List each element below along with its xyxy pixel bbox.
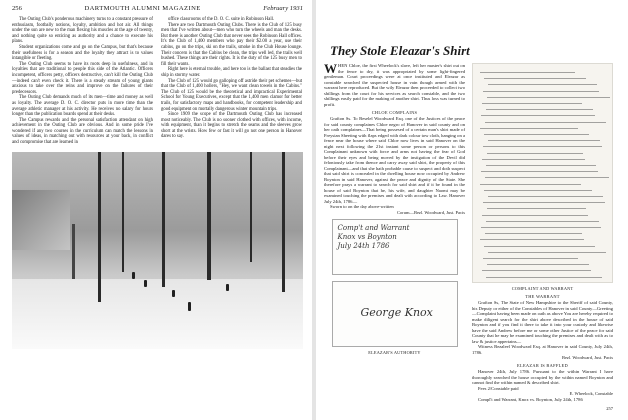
- magazine-title: DARTMOUTH ALUMNI MAGAZINE: [84, 5, 201, 12]
- column-2: [472, 63, 613, 411]
- page-gutter: [312, 0, 316, 420]
- intro-paragraph: [324, 63, 465, 107]
- manuscript-line: [485, 122, 606, 123]
- handwritten-line: Knox vs Boynton: [337, 232, 397, 241]
- paragraph: Hanover 24th, July 1786. Pursuant to the within Warrant I have thoroughly searched the house occupied by the within named Boynton and cannot find the within named & described shirt.: [472, 369, 613, 386]
- paragraph: office classrooms of the D. O. C. suite in Robinson Hall.: [168, 17, 275, 22]
- skier-figure: [226, 284, 229, 291]
- image-caption: COMPLAINT AND WARRANT: [511, 286, 574, 291]
- section-heading: CHLOE COMPLAINS: [371, 110, 418, 115]
- manuscript-line: [487, 97, 610, 98]
- paragraph: The Outing Club seems to have its roots deep in usefulness, and in loyalties that are traditional to people this side of the Atlantic. Officers incompetent, officers petty, officers destructive, can't kill the Outing Club—indeed can't even check it. There is a steady stream of young giants anxious to take over the reins and improve on the failures of their predecessors.: [12, 61, 153, 95]
- tree-trunk: [122, 152, 124, 272]
- manuscript-line: [482, 159, 585, 160]
- handwritten-line: Comp't and Warrant: [337, 223, 410, 232]
- handwritten-line: July 24th 1786: [337, 241, 390, 250]
- tree-trunk: [250, 152, 252, 262]
- manuscript-line: [486, 165, 596, 166]
- running-header: [12, 5, 303, 17]
- image-caption: ELEAZAR'S AUTHORITY: [368, 349, 421, 355]
- manuscript-line: [483, 258, 578, 259]
- manuscript-line: [483, 91, 599, 92]
- paragraph: The Club of 125 would go galloping off astride their pet schemes—but that the Club of 1,400 hollers, "Hey, we want clean towels in the Cabins." The Club of 125 would be the theoretical and impractical Experimental School for Young Executives, except that the 1,400 men clamor for better trails, for satisfactory maps and handbooks, for competent leadership and good equipment on mortally dangerous winter mountain trips.: [161, 78, 302, 112]
- manuscript-line: [481, 227, 601, 228]
- manuscript-line: [488, 84, 597, 85]
- tree-trunk: [162, 152, 165, 287]
- manuscript-line: [484, 190, 592, 191]
- paragraph: Grafton Ss. To Beselel Woodward Esq. one of the Justices of the peace for said county complaines Chloe negro of Hanover in said county and on her oath complaines—That being possesed of a certain man's shirt made of Freysian Sheeting with flaps edged with dark colour tow cloth, hanging on a fence near the house where said Chloe now lives in said Hanover on the night next following the 21st instant some person or persons to this Complainant unknown with force and arms not having the fear of God before their eyes and being moved by the instigation of the Devil did feloniously take from thence and carry away said shirt, the property of this Complainant—and that she hath probable cause to suspect and doth suspect that said shirt is concealed in the dwelling house now occupied by Andrew Boynton in said Hanover, against the peace and dignity of the State. She therefore prays a warrant to search for said shirt and if it be found in the house of said Boynton that he, his wife, and daughter Naomi may be examined touching the premises and dealt with according to Law. Hanover July 24th, 1786—: [324, 116, 465, 204]
- manuscript-line: [486, 109, 593, 110]
- manuscript-line: [481, 171, 598, 172]
- paragraph: The Outing Club demands much of its men—time and money as well as loyalty. The average D. O. C. director puts in more time than the average athletic manager at his activity. He receives no salary for hours longer than the publication boards spend at their desks.: [12, 95, 153, 118]
- manuscript-line: [482, 103, 582, 104]
- page-number: 257: [606, 406, 613, 412]
- tree-trunk: [282, 152, 285, 292]
- manuscript-line: [482, 215, 588, 216]
- manuscript-line: [486, 277, 602, 278]
- manuscript-line: [483, 146, 602, 147]
- article-title: They Stole Eleazar's Shirt: [330, 43, 470, 58]
- snow-field: [12, 279, 303, 349]
- column-1: [12, 17, 153, 146]
- drop-cap: W: [324, 61, 337, 76]
- manuscript-line: [485, 233, 582, 234]
- column-2: [161, 17, 302, 146]
- manuscript-line: [481, 115, 595, 116]
- manuscript-line: [480, 184, 581, 185]
- paragraph: Witness Bezaleel Woodward Esq. at Hanover in said County, July 24th, 1786.: [472, 344, 613, 355]
- snowbank: [12, 190, 70, 250]
- manuscript-line: [484, 78, 586, 79]
- manuscript-line: [488, 196, 603, 197]
- tree-trunk: [207, 152, 211, 280]
- section-heading: THE WARRANT: [525, 294, 560, 299]
- paragraph: Compl't and Warrant, Knox vs. Boynton, July 24th, 1786: [478, 396, 583, 402]
- paragraph: There are two Dartmouth Outing Clubs. There is the Club of 125 busy men that I've written about—men who turn the wheels and man the desks. But there is another Outing Club that never sees the Robinson Hall offices. It's the Club of 1,400 members who pay their $2.00 a year, use their cabins, go on the trips, ski on the trails, smoke in the Club House lounge. Their concern is that the Cabins be clean, the trips well led, the trails well bushed. These things are their rights. It is the duty of the 125 busy men to fill their wants.: [161, 22, 302, 67]
- section-heading: ELEAZAR IS BAFFLED: [516, 363, 568, 369]
- article-columns: [12, 17, 303, 146]
- manuscript-line: [484, 246, 595, 247]
- manuscript-line: [482, 270, 591, 271]
- issue-date: February 1931: [263, 5, 303, 12]
- manuscript-line: [483, 202, 605, 203]
- manuscript-line: [486, 221, 599, 222]
- manuscript-line: [487, 153, 583, 154]
- manuscript-line: [480, 128, 578, 129]
- paragraph: Fees 2/Constable paid: [478, 385, 519, 391]
- paragraph: The Outing Club's ponderous machinery turns to a constant pressure of enthusiasm, footbally notions, loyalty, ambition and hot air. All things under the sun are new to the man flexing his muscles at the age of twenty, and nothing quite so enticing as authority and a chance to execute his plans.: [12, 17, 153, 45]
- signature-line: Bezl. Woodward, Just. Pacis: [561, 355, 613, 360]
- paragraph: Sworn to on the day above-written: [330, 204, 394, 209]
- manuscript-line: [487, 208, 586, 209]
- paragraph: Right here is eternal trouble, and here too is the ballast that steadies the ship in stormy water.: [161, 67, 302, 78]
- skier-figure: [188, 302, 191, 311]
- manuscript-line: [480, 239, 584, 240]
- intro-text: HEN Chloe, the first Wheelock's slave, left her master's shirt out on the fence to dry, it was appropriated by some light-fingered gentleman. Court proceedings were at once instituted and Eleazar as constable searched the suspected house in vain though armed with the warrant here reproduced. But the wily Eleazar then proceeded to collect two shillings from the court for his services as search constable, and the two shillings easily paid for the making of another shirt. Thus loss was turned to profit.: [324, 63, 465, 107]
- handwritten-signature: George Knox: [360, 305, 433, 319]
- column-1: [324, 63, 465, 411]
- docket-note-image: [332, 219, 458, 275]
- paragraph: The Campus rewards and the personal satisfaction attendant on high achievement in the Outing Club are obvious. And in some pride I've wondered if any two courses in the curriculum can match the lessons in values of ideas, in matching out with resources at your back, in conflict and compromise that are learned in: [12, 117, 153, 146]
- page-number: 256: [12, 5, 22, 12]
- signature-line: E. Wheelock, Constable: [569, 391, 613, 397]
- paragraph: Grafton Ss, The State of New Hampshire to the Sheriff of said County, his Deputy or either of the Constables of Hanover in said County—Greeting—Complaint having been made on oath as above You are hereby required to make diligent search for the shirt above described in the house of said Boynton and if you find it there to take it into your custody and likewise have the said Andrew before me or some other Justice of the peace for said County that he may be examined touching the premises and dealt with as to law & justice appertains—: [472, 300, 613, 344]
- skier-figure: [132, 272, 135, 279]
- signature-line: Corum—Bezl. Woodward, Just. Pacis: [396, 209, 465, 215]
- paragraph: Since 1909 the scope of the Dartmouth Outing Club has increased most noticeably. The Club is no sooner clothed with offices, with income, with equipment, than it begins to stretch the seams and the sleeves grow short at the wrists. How few or fast it will go not one person in Hanover dares to say.: [161, 112, 302, 140]
- manuscript-line: [484, 134, 589, 135]
- winter-campus-photo: [12, 152, 303, 349]
- skier-figure: [172, 290, 175, 297]
- skier-figure: [144, 280, 147, 287]
- manuscript-line: [488, 140, 600, 141]
- article-columns: [324, 63, 624, 411]
- manuscript-line: [487, 264, 589, 265]
- right-page: [317, 0, 628, 420]
- signature-image: [332, 281, 458, 347]
- manuscript-line: [488, 252, 606, 253]
- manuscript-image: [472, 63, 613, 283]
- tree-trunk: [98, 152, 101, 302]
- manuscript-line: [480, 72, 575, 73]
- paragraph: Student organizations come and go on the Campus, but that's because their usefulness is for a season and the loyalty they attract is to values intangible or fleeting.: [12, 44, 153, 62]
- left-page: [0, 0, 311, 420]
- manuscript-line: [485, 177, 609, 178]
- fence-post: [72, 224, 75, 279]
